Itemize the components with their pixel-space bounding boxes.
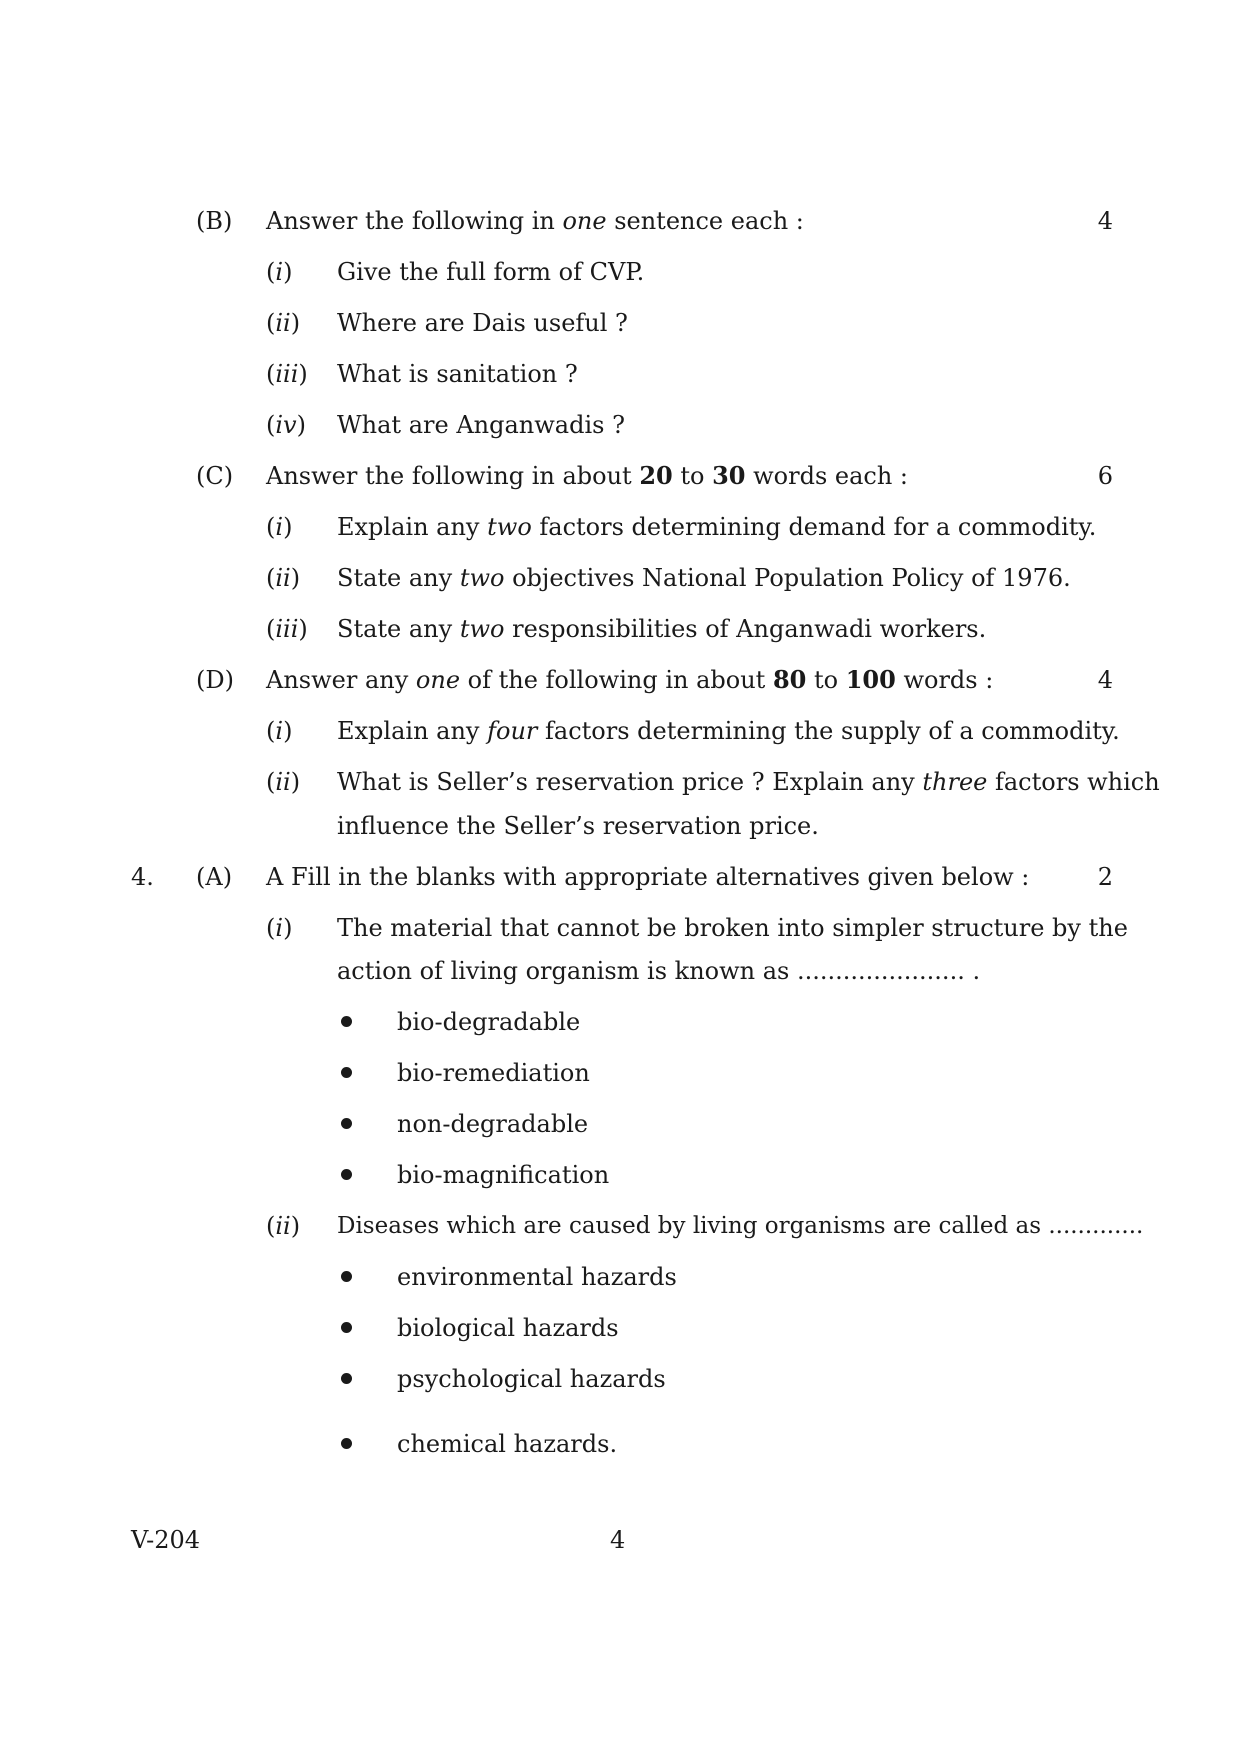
section-d-marks: 4: [1097, 666, 1113, 694]
item-number: (ii): [266, 768, 301, 796]
question-text-continued: influence the Seller’s reservation price.: [337, 812, 819, 840]
item-number: (iii): [266, 615, 308, 643]
option-text: bio-degradable: [397, 1008, 581, 1036]
bullet-icon: [341, 1118, 352, 1129]
option-text: biological hazards: [397, 1314, 619, 1342]
bullet-icon: [341, 1373, 352, 1384]
question-text: Give the full form of CVP.: [337, 258, 645, 286]
option-text: bio-magnification: [397, 1161, 610, 1189]
q4-marks: 2: [1097, 863, 1113, 891]
item-number: (i): [266, 258, 293, 286]
section-b-instruction: Answer the following in one sentence each :: [266, 207, 804, 235]
bullet-icon: [341, 1169, 352, 1180]
question-text: Where are Dais useful ?: [337, 309, 628, 337]
option-text: psychological hazards: [397, 1365, 666, 1393]
question-number: 4.: [131, 863, 154, 891]
item-number: (iv): [266, 411, 306, 439]
question-text: The material that cannot be broken into simpler structure by the: [337, 914, 1128, 942]
section-c-instruction: Answer the following in about 20 to 30 words each :: [266, 461, 909, 490]
section-d-instruction: Answer any one of the following in about 80 to 100 words :: [266, 665, 994, 694]
item-number: (ii): [266, 564, 301, 592]
question-text: State any two objectives National Population Policy of 1976.: [337, 564, 1071, 592]
bullet-icon: [341, 1016, 352, 1027]
section-a-label: (A): [196, 863, 233, 891]
section-b-marks: 4: [1097, 207, 1113, 235]
question-text: Diseases which are caused by living organisms are called as .............: [337, 1213, 1144, 1239]
option-text: chemical hazards.: [397, 1430, 618, 1458]
question-text: Explain any two factors determining demand for a commodity.: [337, 513, 1097, 541]
item-number: (i): [266, 513, 293, 541]
item-number: (i): [266, 914, 293, 942]
section-b-label: (B): [196, 207, 233, 235]
question-text: What is Seller’s reservation price ? Explain any three factors which: [337, 768, 1160, 796]
option-text: non-degradable: [397, 1110, 589, 1138]
item-number: (ii): [266, 309, 301, 337]
bullet-icon: [341, 1438, 352, 1449]
question-text-continued: action of living organism is known as ...................... .: [337, 957, 981, 985]
q4-instruction: A Fill in the blanks with appropriate alternatives given below :: [266, 863, 1030, 891]
bullet-icon: [341, 1322, 352, 1333]
item-number: (ii): [266, 1212, 301, 1240]
page-number: 4: [610, 1526, 626, 1554]
question-text: What are Anganwadis ?: [337, 411, 625, 439]
bullet-icon: [341, 1067, 352, 1078]
section-c-marks: 6: [1097, 462, 1113, 490]
section-c-label: (C): [196, 462, 234, 490]
paper-code: V-204: [131, 1526, 201, 1554]
option-text: environmental hazards: [397, 1263, 677, 1291]
question-text: State any two responsibilities of Anganwadi workers.: [337, 615, 987, 643]
bullet-icon: [341, 1271, 352, 1282]
item-number: (i): [266, 717, 293, 745]
item-number: (iii): [266, 360, 308, 388]
section-d-label: (D): [196, 666, 234, 694]
option-text: bio-remediation: [397, 1059, 590, 1087]
question-text: Explain any four factors determining the supply of a commodity.: [337, 717, 1120, 745]
question-text: What is sanitation ?: [337, 360, 578, 388]
